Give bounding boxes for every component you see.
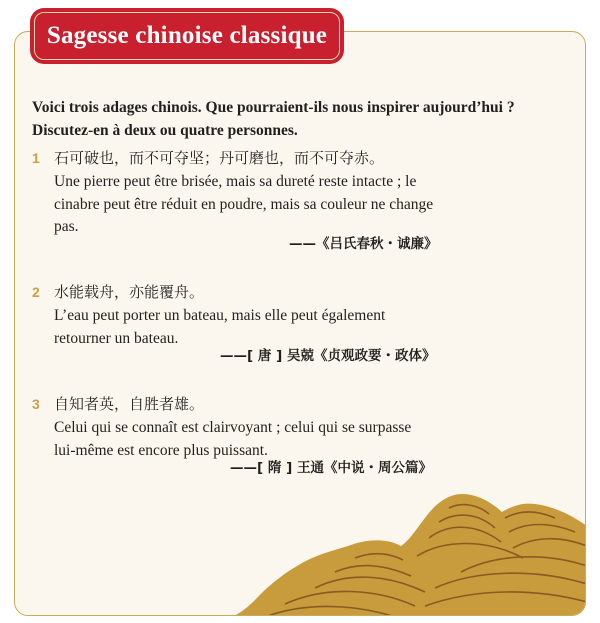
adage-number: 2 [32, 284, 40, 300]
adage-source: ——[ 唐 ] 吴兢《贞观政要・政体》 [220, 348, 436, 364]
mountain-illustration [15, 32, 586, 616]
adage-french: Une pierre peut être brisée, mais sa dureté reste intacte ; le cinabre peut être réduit en poudre, mais sa couleur ne change pas. [54, 173, 434, 235]
title-banner [30, 8, 344, 64]
adage-french: Celui qui se connaît est clairvoyant ; celui qui se surpasse lui-même est encore plus puissant. [54, 419, 412, 459]
adage-chinese: 自知者英，自胜者雄。 [54, 395, 205, 413]
page-title: Sagesse chinoise classique [46, 22, 328, 49]
adage-number: 3 [32, 396, 40, 412]
intro-text: Voici trois adages chinois. Que pourraient-ils nous inspirer aujourd’hui ? Discutez-en à deux ou quatre personnes. [32, 99, 515, 139]
adage-number: 1 [32, 150, 40, 166]
adage-chinese: 水能载舟，亦能覆舟。 [54, 283, 205, 301]
content-card [14, 31, 586, 616]
adage-source: ——《吕氏春秋・诚廉》 [289, 236, 438, 252]
adage-source: ——[ 隋 ] 王通《中说・周公篇》 [230, 460, 432, 476]
adage-chinese: 石可破也，而不可夺坚；丹可磨也，而不可夺赤。 [54, 149, 385, 167]
adage-french: L’eau peut porter un bateau, mais elle peut également retourner un bateau. [54, 307, 386, 347]
